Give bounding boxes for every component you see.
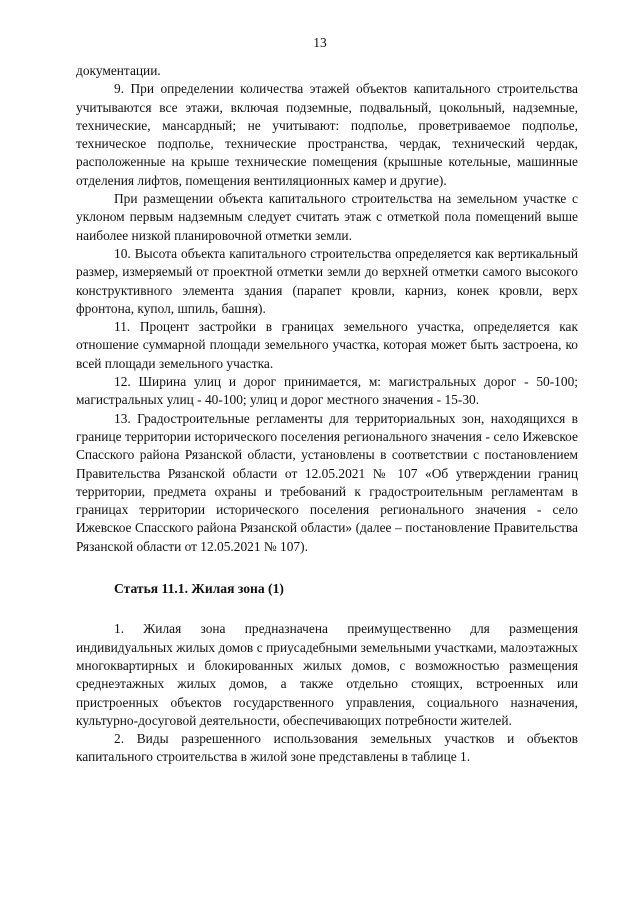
page-content: [76, 62, 578, 767]
section-heading: Статья 11.1. Жилая зона (1): [114, 581, 284, 597]
page-number: 13: [313, 35, 327, 50]
paragraph-item-10: 10. Высота объекта капитального строительства определяется как вертикальный размер, измеряемый от проектной отметки земли до верхней отметки самого высокого конструктивного элемента здания (парапет кровли, карниз, конек кровли, верх фронтона, купол, шпиль, башня).: [76, 245, 578, 316]
paragraph-continuation: документации.: [76, 63, 161, 78]
paragraph-item-12: 12. Ширина улиц и дорог принимается, м: магистральных дорог - 50-100; магистральных улиц - 40-100; улиц и дорог местного значения - 15-30.: [76, 374, 578, 408]
paragraph-zone-uses: 2. Виды разрешенного использования земельных участков и объектов капитального строительства в жилой зоне представлены в таблице 1.: [76, 731, 578, 765]
paragraph-zone-purpose: 1. Жилая зона предназначена преимущественно для размещения индивидуальных жилых домов с приусадебными земельными участками, малоэтажных многоквартирных и блокированных жилых домов, с возможностью размещения среднеэтажных жилых домов, а также отдельно стоящих, встроенных или пристроенных объектов государственного управления, социального назначения, культурно-досуговой деятельности, обеспечивающих потребности жителей.: [76, 621, 578, 728]
paragraph-item-9: 9. При определении количества этажей объектов капитального строительства учитываются все этажи, включая подземные, подвальный, цокольный, надземные, технические, мансардный; не учитывают: подполье, проветриваемое подполье, техническое подполье, технические пространства, чердак, технический чердак, расположенные на крыше технические помещения (крышные котельные, машинные отделения лифтов, помещения вентиляционных камер и другие).: [76, 81, 578, 188]
paragraph-item-11: 11. Процент застройки в границах земельного участка, определяется как отношение суммарной площади земельного участка, которая может быть застроена, ко всей площади земельного участка.: [76, 319, 578, 371]
paragraph-item-9-note: При размещении объекта капитального строительства на земельном участке с уклоном первым надземным следует считать этаж с отметкой пола помещений выше наиболее низкой планировочной отметки земли.: [76, 191, 578, 243]
paragraph-item-13: 13. Градостроительные регламенты для территориальных зон, находящихся в границе территории исторического поселения регионального значения - село Ижевское Спасского района Рязанской области, установлены в соответствии с постановлением Правительства Рязанской области от 12.05.2021 № 107 «Об утверждении границ территории, предмета охраны и требований к градостроительным регламентам в границах территории исторического поселения регионального значения - село Ижевское Спасского района Рязанской области» (далее – постановление Правительства Рязанской области от 12.05.2021 № 107).: [76, 410, 578, 554]
